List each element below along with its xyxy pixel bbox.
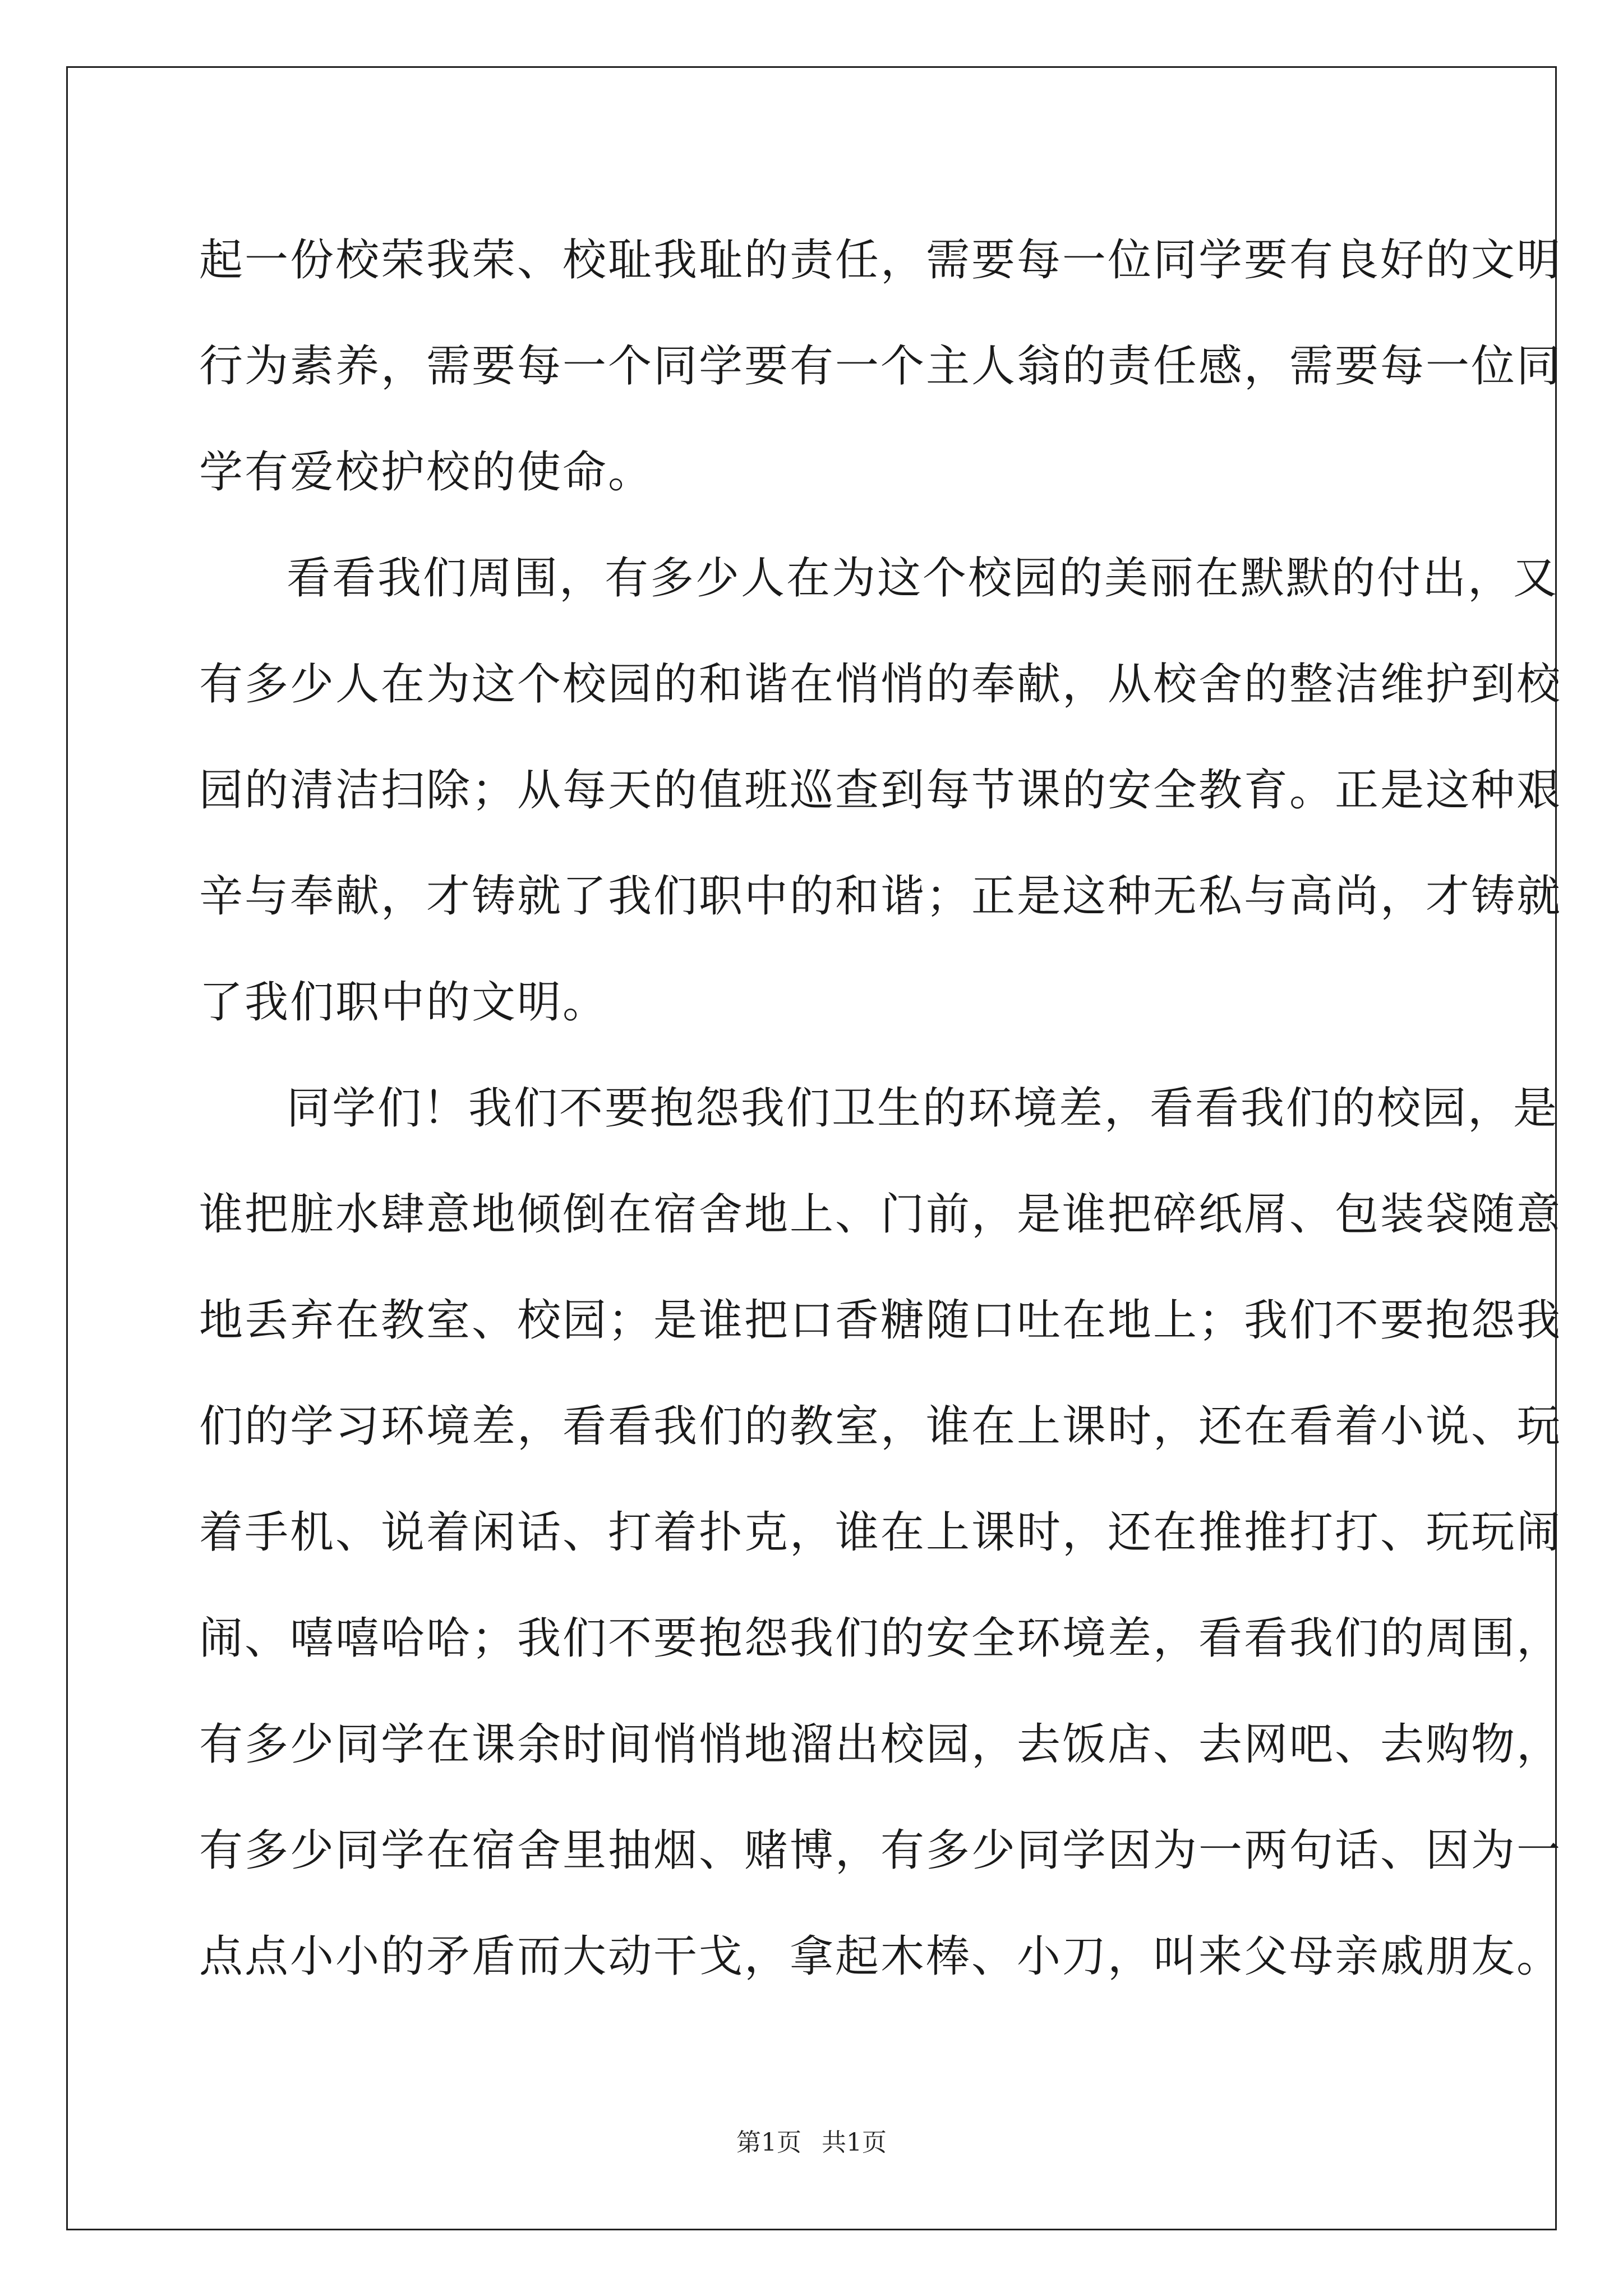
paragraph-1 bbox=[199, 208, 1562, 526]
paragraph-3 bbox=[199, 1056, 1562, 2010]
text-line: 点点小小的矛盾而大动干戈，拿起木棒、小刀，叫来父母亲戚朋友。 bbox=[199, 1931, 1562, 1982]
text-line: 着手机、说着闲话、打着扑克，谁在上课时，还在推推打打、玩玩闹 bbox=[199, 1507, 1562, 1558]
text-line: 园的清洁扫除；从每天的值班巡查到每节课的安全教育。正是这种艰 bbox=[199, 765, 1562, 816]
text-line: 有多少同学在课余时间悄悄地溜出校园，去饭店、去网吧、去购物， bbox=[199, 1719, 1562, 1770]
text-line: 同学们！我们不要抱怨我们卫生的环境差，看看我们的校园，是 bbox=[287, 1083, 1559, 1134]
text-line: 行为素养，需要每一个同学要有一个主人翁的责任感，需要每一位同 bbox=[199, 341, 1562, 392]
page-footer bbox=[0, 2122, 1623, 2158]
text-line: 了我们职中的文明。 bbox=[199, 977, 608, 1028]
text-line: 地丢弃在教室、校园；是谁把口香糖随口吐在地上；我们不要抱怨我 bbox=[199, 1295, 1562, 1346]
text-line: 有多少人在为这个校园的和谐在悄悄的奉献，从校舍的整洁维护到校 bbox=[199, 659, 1562, 710]
text-line: 起一份校荣我荣、校耻我耻的责任，需要每一位同学要有良好的文明 bbox=[199, 235, 1562, 286]
text-line: 们的学习环境差，看看我们的教室，谁在上课时，还在看着小说、玩 bbox=[199, 1401, 1562, 1452]
text-line: 闹、嘻嘻哈哈；我们不要抱怨我们的安全环境差，看看我们的周围， bbox=[199, 1613, 1562, 1664]
text-line: 看看我们周围，有多少人在为这个校园的美丽在默默的付出，又 bbox=[287, 553, 1559, 604]
text-line: 学有爱校护校的使命。 bbox=[199, 447, 654, 498]
paragraph-2 bbox=[199, 526, 1562, 1056]
text-line: 谁把脏水肆意地倾倒在宿舍地上、门前，是谁把碎纸屑、包装袋随意 bbox=[199, 1189, 1562, 1240]
text-line: 有多少同学在宿舍里抽烟、赌博，有多少同学因为一两句话、因为一 bbox=[199, 1825, 1562, 1876]
document-body bbox=[199, 208, 1562, 2010]
text-line: 辛与奉献，才铸就了我们职中的和谐；正是这种无私与高尚，才铸就 bbox=[199, 871, 1562, 922]
page-number: 第1页 共1页 bbox=[736, 2128, 887, 2157]
